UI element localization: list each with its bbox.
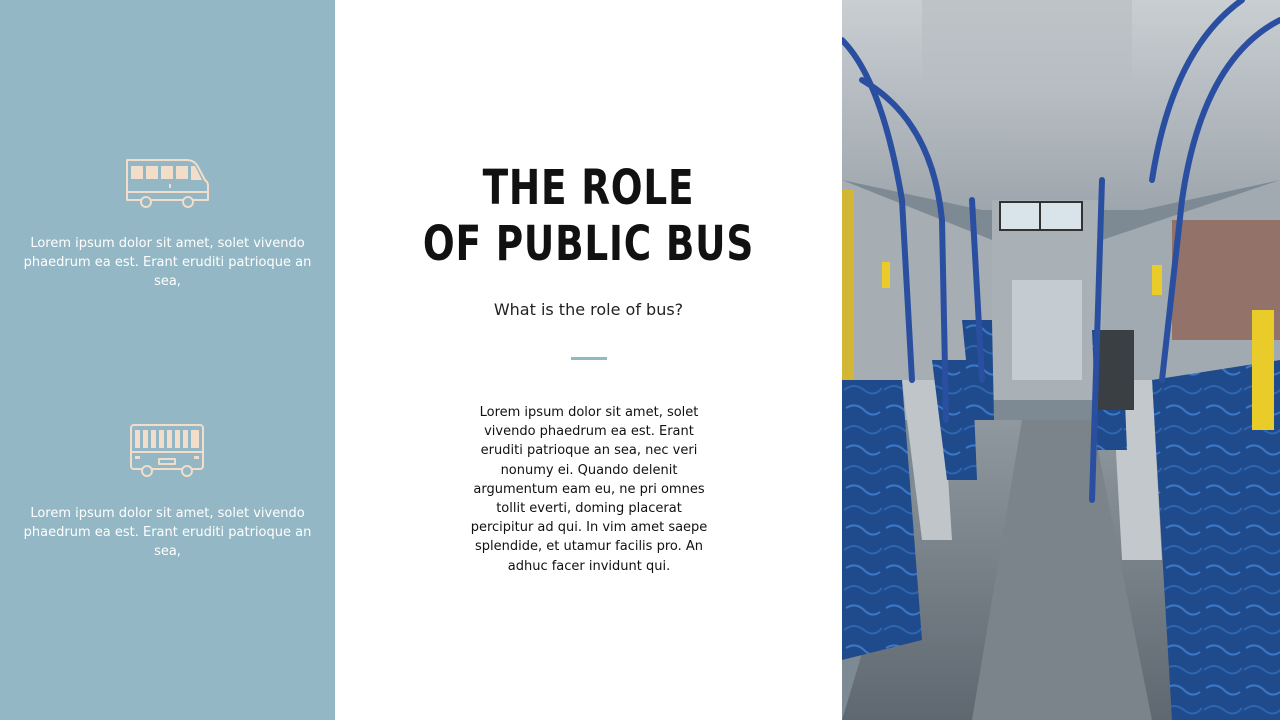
slide-title-line-2: OF PUBLIC BUS	[422, 216, 755, 272]
bus-interior-photo	[842, 0, 1280, 720]
minibus-icon	[125, 156, 211, 210]
feature-item-2	[0, 422, 335, 480]
content-panel	[335, 0, 842, 720]
slide-subtitle: What is the role of bus?	[493, 300, 684, 319]
slide-title	[391, 160, 786, 272]
feature-text-2: Lorem ipsum dolor sit amet, solet vivendo phaedrum ea est. Erant eruditi patrioque an sea,	[23, 506, 312, 559]
divider	[571, 357, 607, 360]
feature-item-1	[0, 156, 335, 210]
feature-text-1: Lorem ipsum dolor sit amet, solet vivendo phaedrum ea est. Erant eruditi patrioque an sea,	[23, 236, 312, 289]
sidebar-panel	[0, 0, 335, 720]
bus-icon	[129, 422, 207, 480]
slide-body-text: Lorem ipsum dolor sit amet, solet vivendo phaedrum ea est. Erant eruditi patrioque an sea, nec veri nonumy ei. Quando delenit argumentum eam eu, ne pri omnes tollit everti, doming placerat percipitur ad qui. In vim amet saepe splendide, et utamur facilis pro. An adhuc facer invidunt qui.	[470, 405, 708, 574]
slide-title-line-1: THE ROLE	[482, 160, 695, 216]
